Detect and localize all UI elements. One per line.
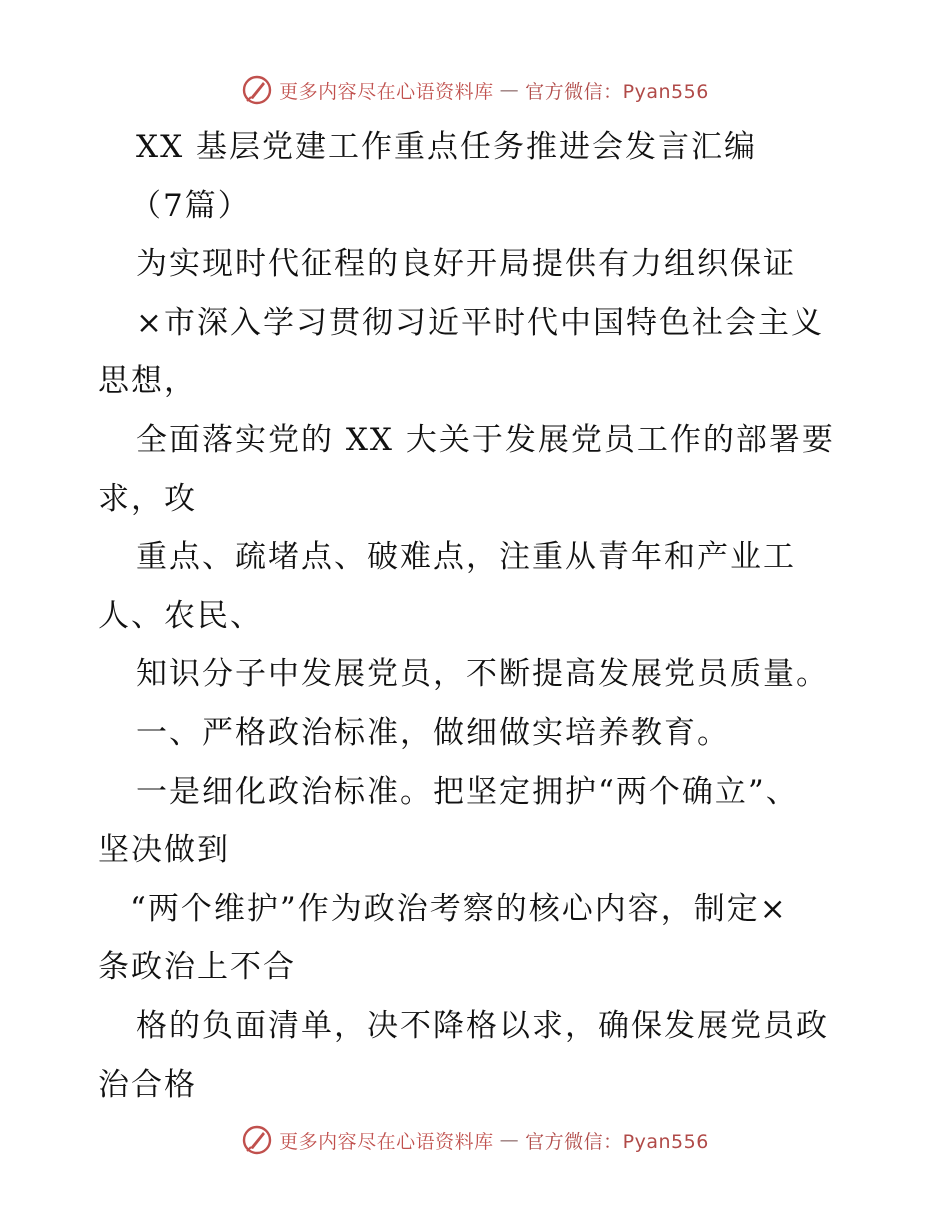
- text-line: 坚决做到: [98, 832, 230, 869]
- header-watermark-banner: [0, 70, 950, 110]
- text-line: “两个维护”作为政治考察的核心内容，制定×: [130, 890, 788, 927]
- banner-site-name: 更多内容尽在心语资料库: [279, 1130, 494, 1153]
- text-line: 格的负面清单，决不降格以求，确保发展党员政: [136, 1007, 829, 1044]
- footer-watermark-banner: [0, 1120, 950, 1160]
- text-line: （7篇）: [130, 187, 251, 224]
- text-line: 为实现时代征程的良好开局提供有力组织保证: [136, 246, 796, 283]
- text-line: 求，攻: [98, 480, 197, 517]
- banner-wechat-id: 官方微信：Pyan556: [525, 80, 709, 103]
- text-line: 一是细化政治标准。把坚定拥护“两个确立”、: [136, 773, 799, 810]
- text-line: 一、严格政治标准，做细做实培养教育。: [136, 714, 730, 751]
- text-line: ×市深入学习贯彻习近平时代中国特色社会主义: [136, 304, 824, 341]
- banner-site-name: 更多内容尽在心语资料库: [279, 80, 494, 103]
- banner-dash: —: [499, 1129, 520, 1151]
- text-line: 知识分子中发展党员，不断提高发展党员质量。: [136, 656, 829, 693]
- banner-wechat-id: 官方微信：Pyan556: [525, 1130, 709, 1153]
- text-line: 治合格: [98, 1066, 197, 1103]
- text-line: 条政治上不合: [98, 949, 296, 986]
- document-body: [98, 118, 868, 1114]
- text-line: 思想，: [98, 363, 197, 400]
- text-line: 全面落实党的 XX 大关于发展党员工作的部署要: [136, 421, 835, 458]
- banner-inner: [241, 1124, 709, 1156]
- quill-circle-icon: [241, 74, 273, 106]
- document-title: XX 基层党建工作重点任务推进会发言汇编: [136, 129, 757, 165]
- text-line: 人、农民、: [98, 597, 263, 634]
- banner-inner: [241, 74, 709, 106]
- banner-dash: —: [499, 79, 520, 101]
- text-line: 重点、疏堵点、破难点，注重从青年和产业工: [136, 539, 796, 576]
- quill-circle-icon: [241, 1124, 273, 1156]
